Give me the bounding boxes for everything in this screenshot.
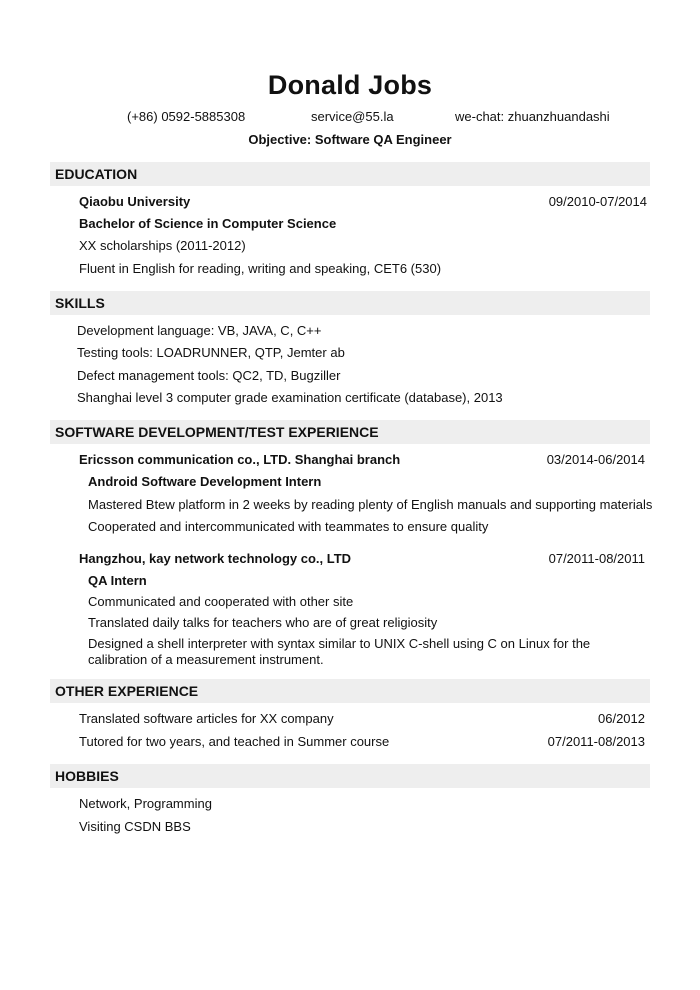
skill-item: Defect management tools: QC2, TD, Bugziller [77, 368, 341, 383]
job-role: QA Intern [88, 573, 147, 588]
school-name: Qiaobu University [79, 194, 191, 209]
degree: Bachelor of Science in Computer Science [79, 216, 337, 231]
other-item-date: 07/2011-08/2013 [547, 734, 645, 749]
section-title-other: OTHER EXPERIENCE [55, 683, 199, 699]
resume-name: Donald Jobs [267, 70, 433, 100]
other-item: Tutored for two years, and teached in Summer course [79, 734, 390, 749]
job-item: Mastered Btew platform in 2 weeks by reading plenty of English manuals and supporting materials [88, 497, 653, 512]
other-item: Translated software articles for XX company [79, 711, 334, 726]
section-title-hobbies: HOBBIES [55, 768, 119, 784]
hobby-item: Network, Programming [79, 796, 212, 811]
skill-item: Testing tools: LOADRUNNER, QTP, Jemter ab [77, 345, 345, 360]
skill-item: Development language: VB, JAVA, C, C++ [77, 323, 322, 338]
job-company: Ericsson communication co., LTD. Shanghai branch [79, 452, 401, 467]
job-item: Communicated and cooperated with other site [88, 594, 354, 609]
section-title-skills: SKILLS [55, 295, 105, 311]
section-other-experience [50, 679, 650, 703]
job-item: Translated daily talks for teachers who are of great religiosity [88, 615, 438, 630]
section-education [50, 162, 650, 186]
contact-phone: (+86) 0592-5885308 [127, 109, 246, 124]
other-item-date: 06/2012 [598, 711, 645, 726]
education-dates: 09/2010-07/2014 [548, 194, 647, 209]
section-experience [50, 420, 650, 444]
job-dates: 03/2014-06/2014 [546, 452, 645, 467]
section-title-education: EDUCATION [55, 166, 138, 182]
job-item: Cooperated and intercommunicated with teammates to ensure quality [88, 519, 489, 534]
section-skills [50, 291, 650, 315]
education-item: Fluent in English for reading, writing and speaking, CET6 (530) [79, 261, 442, 276]
contact-email: service@55.la [311, 109, 394, 124]
job-company: Hangzhou, kay network technology co., LTD [79, 551, 352, 566]
hobby-item: Visiting CSDN BBS [79, 819, 191, 834]
job-role: Android Software Development Intern [88, 474, 322, 489]
contact-wechat: we-chat: zhuanzhuandashi [455, 109, 610, 124]
section-hobbies [50, 764, 650, 788]
job-item: Designed a shell interpreter with syntax similar to UNIX C-shell using C on Linux for the calibration of a measurement instrument. [88, 636, 591, 667]
objective: Objective: Software QA Engineer [248, 132, 452, 147]
section-title-experience: SOFTWARE DEVELOPMENT/TEST EXPERIENCE [55, 424, 379, 440]
education-item: XX scholarships (2011-2012) [79, 238, 246, 253]
skill-item: Shanghai level 3 computer grade examination certificate (database), 2013 [77, 390, 503, 405]
job-dates: 07/2011-08/2011 [548, 551, 645, 566]
